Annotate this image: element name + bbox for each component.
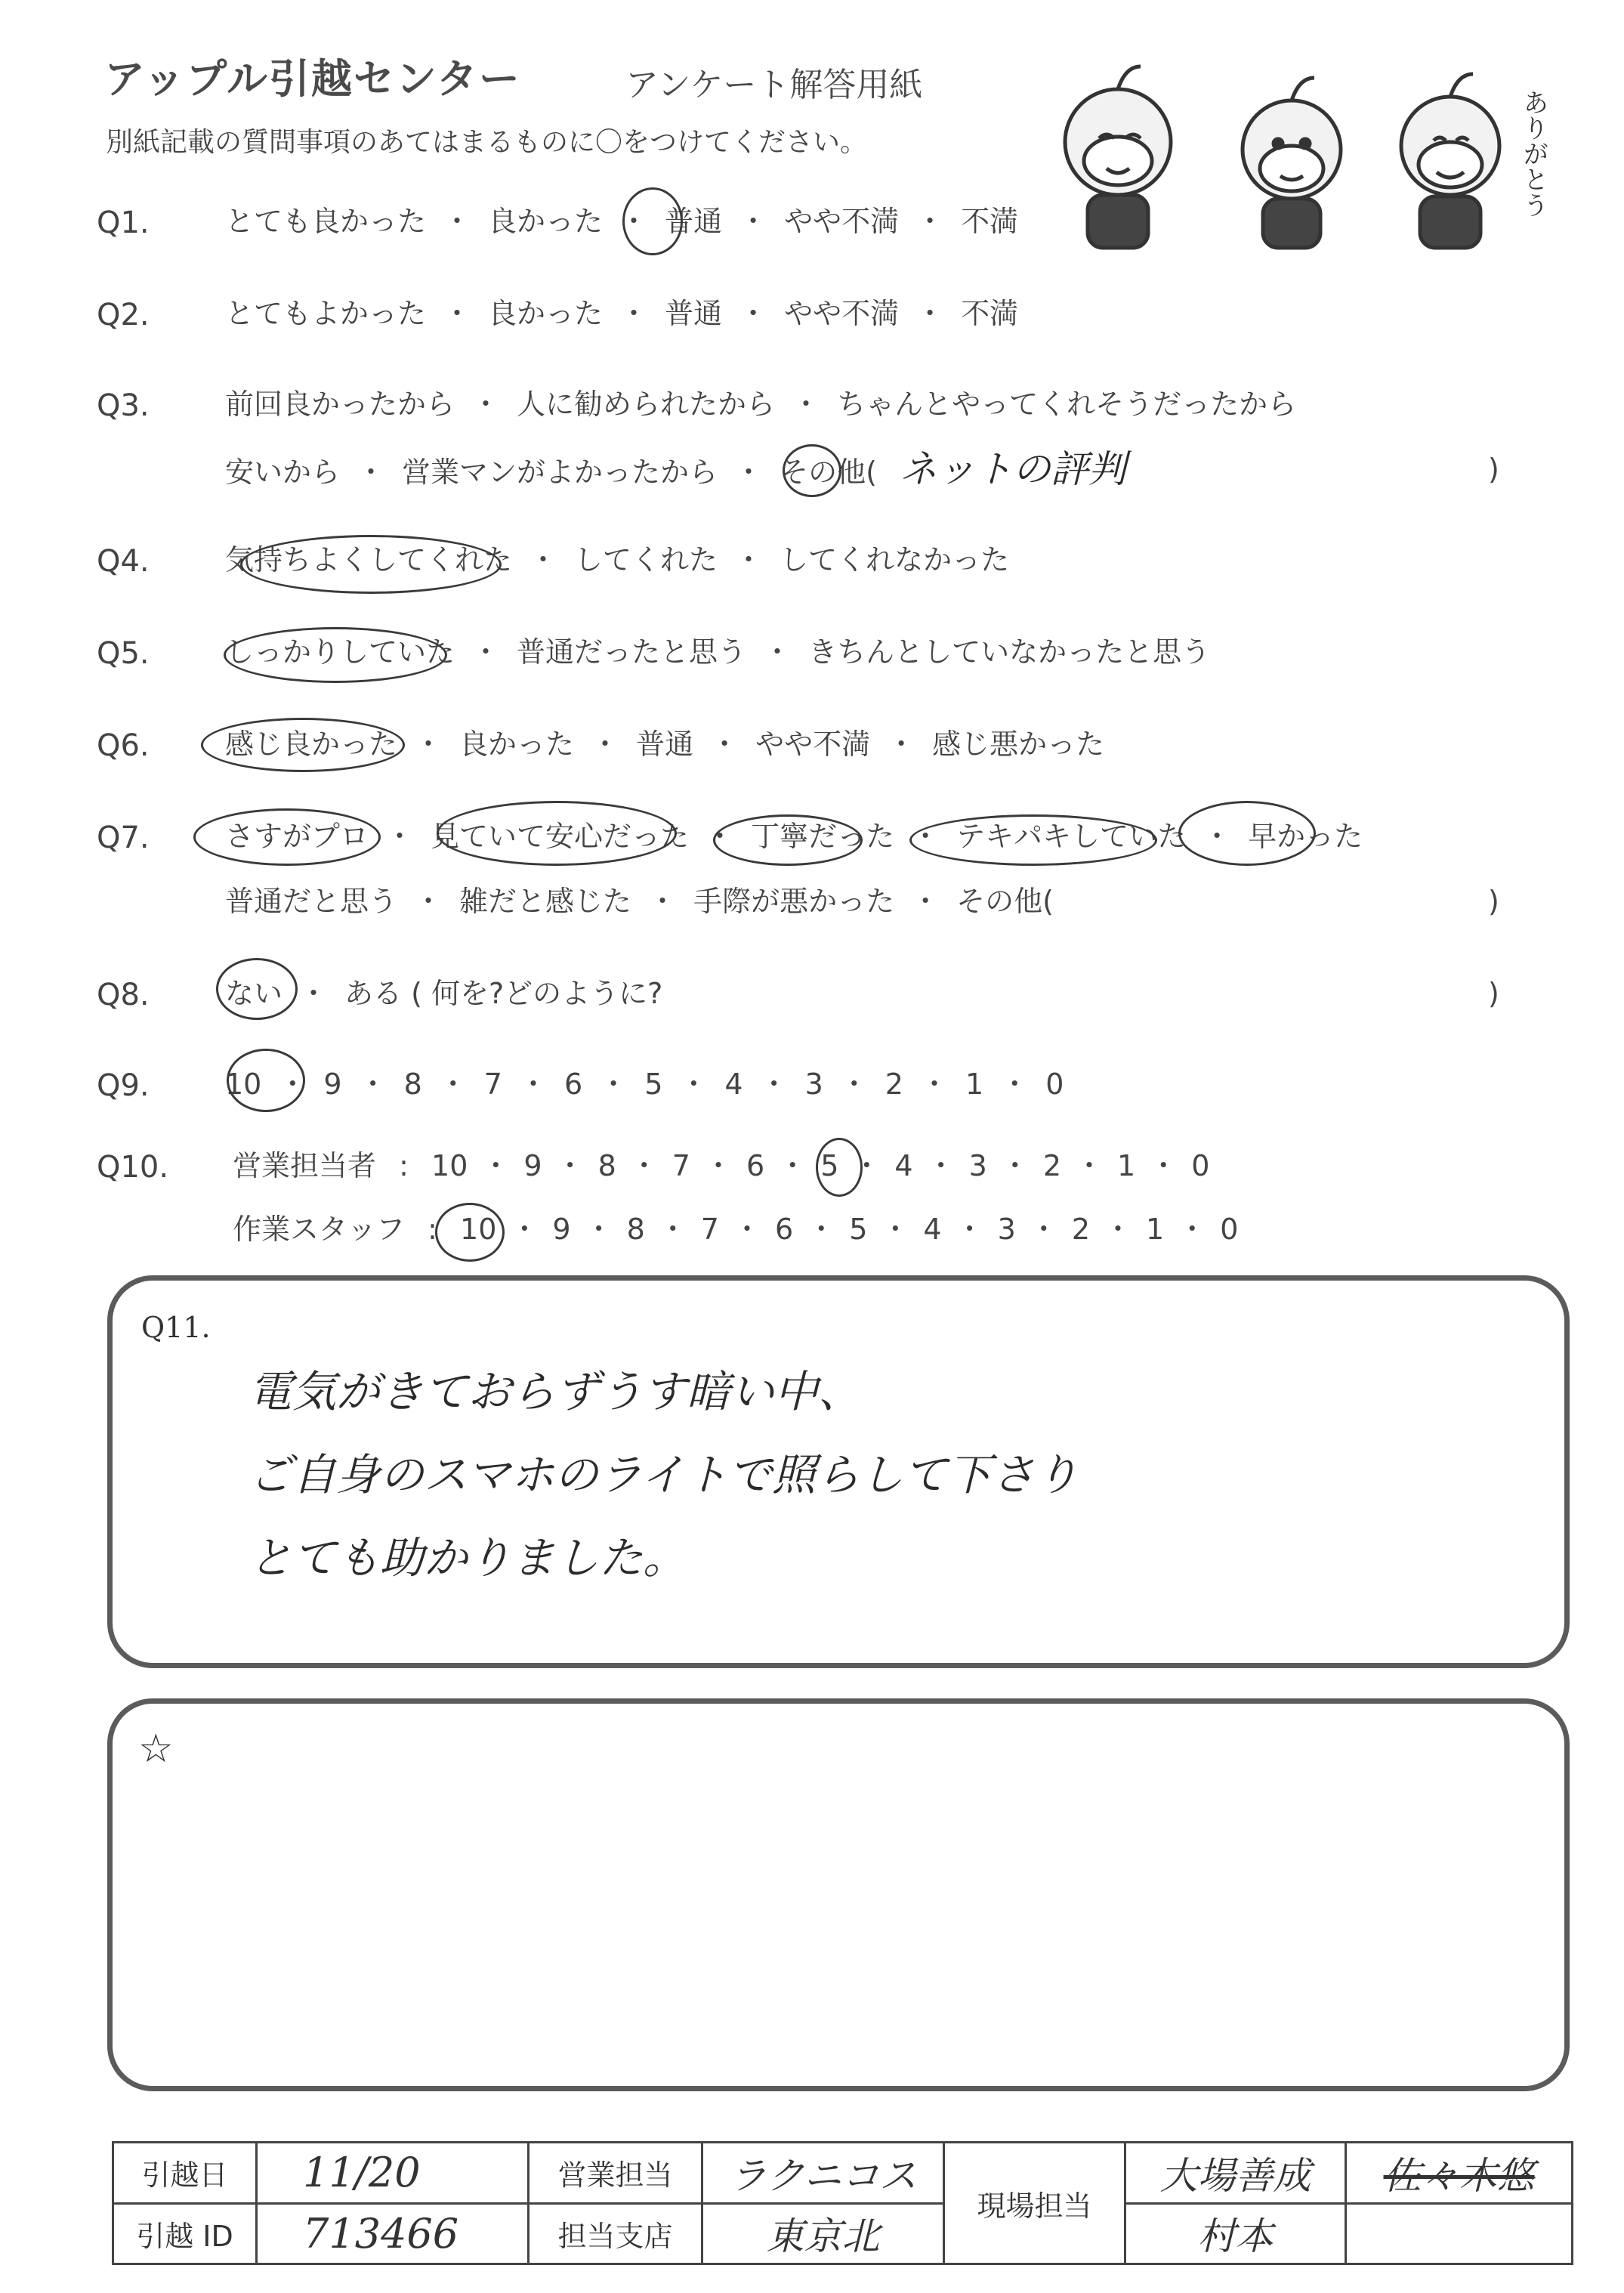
answer-option[interactable]: テキパキしていた [956,820,1187,853]
question-number: Q9. [97,1068,150,1103]
selection-circle-q7-a [193,808,381,866]
q10-sales-label: 営業担当者 [233,1149,377,1182]
answer-option[interactable]: 感じ悪かった [932,728,1105,761]
site-label: 現場担当 [944,2143,1125,2264]
q11-comment [249,1350,1079,1599]
q10-staff-colon: : [428,1213,437,1246]
selection-circle-q7-b [437,801,677,866]
option-separator: ・ [299,977,329,1010]
answer-option[interactable]: きちんとしていなかったと思う [808,635,1211,669]
option-separator: ・ [529,543,558,576]
option-separator: ・ [1000,1068,1030,1101]
selection-circle-q10-staff [435,1203,505,1262]
option-separator: ・ [792,388,821,421]
site-staff-2: 佐々木悠 [1346,2143,1573,2204]
answer-option[interactable]: 早かった [1248,820,1363,853]
answer-option[interactable]: 3 [804,1068,823,1101]
option-separator: ・ [658,1213,687,1246]
answer-option[interactable]: やや不満 [784,205,900,238]
rating-option[interactable]: 1 [1117,1149,1136,1182]
question-number: Q1. [97,206,150,240]
option-separator: ・ [584,1213,613,1246]
option-separator: ・ [915,297,945,330]
close-paren: ) [1488,453,1499,486]
answer-option[interactable]: とても良かった [225,205,427,238]
option-separator: ・ [629,1149,659,1182]
question-options-row [225,884,1054,919]
question-number: Q4. [97,544,150,579]
option-separator: ・ [438,1068,468,1101]
option-separator: ・ [510,1213,539,1246]
answer-option[interactable]: 2 [885,1068,903,1101]
rating-option[interactable]: 8 [626,1213,645,1246]
option-separator: ・ [443,297,472,330]
answer-option[interactable]: 5 [644,1068,663,1101]
option-separator: ・ [1203,820,1232,853]
option-separator: ・ [619,297,649,330]
answer-option[interactable]: 不満 [961,297,1019,330]
rating-option[interactable]: 5 [820,1149,839,1182]
q11-comment-line: ご自身のスマホのライトで照らして下さり [249,1449,1079,1500]
branch-name-value: 東京北 [702,2203,944,2264]
rating-option[interactable]: 1 [1146,1213,1165,1246]
question-options-row [225,447,1126,491]
close-paren: ) [1488,977,1499,1010]
q11-comment-box [107,1275,1570,1668]
option-separator: ・ [357,456,386,489]
rating-option[interactable]: 3 [968,1149,987,1182]
star-icon: ☆ [138,1726,174,1772]
selection-circle-q7-c [713,814,863,866]
rating-option[interactable]: 8 [597,1149,616,1182]
option-separator: ・ [1000,1149,1030,1182]
answer-option[interactable]: してくれなかった [780,543,1010,576]
answer-option[interactable]: その他( [780,456,877,489]
answer-option[interactable]: 0 [1045,1068,1064,1101]
answer-option[interactable]: やや不満 [784,297,900,330]
answer-option[interactable]: やや不満 [755,728,871,761]
selection-circle-q7-d [909,814,1157,866]
answer-option[interactable]: 人に勧められたから [517,388,776,421]
rating-option[interactable]: 6 [746,1149,765,1182]
selection-circle-q6 [201,718,405,772]
rating-option[interactable]: 10 [431,1149,468,1182]
form-title: アンケート解答用紙 [625,66,923,104]
question-options-row [225,296,1018,331]
option-separator: ・ [778,1149,807,1182]
rating-option[interactable]: 3 [997,1213,1016,1246]
option-separator: ・ [481,1149,511,1182]
option-separator: ・ [705,820,735,853]
q10-staff-label: 作業スタッフ [233,1213,406,1246]
answer-option[interactable]: ある ( 何を?どのように? [344,977,663,1010]
rating-option[interactable]: 7 [672,1149,690,1182]
question-options-row [225,387,1296,422]
answer-option[interactable]: 10 [225,1068,262,1101]
option-separator: ・ [414,728,443,761]
selection-circle-q9 [227,1049,305,1112]
option-separator: ・ [807,1213,836,1246]
q10-number: Q10. [97,1150,169,1185]
rating-option[interactable]: 9 [523,1149,542,1182]
branch-label: 担当支店 [529,2203,702,2264]
option-separator: ・ [734,543,764,576]
option-separator: ・ [555,1149,585,1182]
option-separator: ・ [1149,1149,1178,1182]
site-staff-3: 村本 [1125,2203,1346,2264]
rating-option[interactable]: 4 [894,1149,913,1182]
rating-option[interactable]: 0 [1220,1213,1239,1246]
option-separator: ・ [703,1149,733,1182]
option-separator: ・ [710,728,739,761]
answer-option[interactable]: 雑だと感じた [459,885,632,918]
question-number: Q7. [97,820,150,855]
answer-option[interactable]: 丁寧だった [751,820,895,853]
answer-option[interactable]: 7 [483,1068,502,1101]
rating-option[interactable]: 0 [1191,1149,1210,1182]
site-staff-1: 大場善成 [1125,2143,1346,2204]
rating-option[interactable]: 5 [849,1213,868,1246]
answer-option[interactable]: ちゃんとやってくれそうだったから [837,388,1297,421]
option-separator: ・ [599,1068,628,1101]
answer-option[interactable]: 普通だったと思う [517,635,747,669]
option-separator: ・ [881,1213,910,1246]
answer-option[interactable]: さすがプロ [225,820,369,853]
option-separator: ・ [852,1149,881,1182]
selection-circle-q7-e [1178,801,1316,866]
selection-circle-q10-sales [816,1138,863,1197]
move-id-label: 引越 ID [113,2203,257,2264]
answer-option[interactable]: 不満 [961,205,1019,238]
rating-option[interactable]: 10 [460,1213,497,1246]
answer-option[interactable]: 安いから [225,456,341,489]
answer-option[interactable]: 普通 [636,728,694,761]
answer-option[interactable]: 良かった [488,205,604,238]
option-separator: ・ [739,297,768,330]
option-separator: ・ [732,1213,761,1246]
q10-sales-row [233,1148,1209,1183]
star-comment-box [107,1698,1570,2091]
question-options-row [225,1067,1064,1102]
question-number: Q2. [97,298,150,332]
answer-option[interactable]: 普通だと思う [225,885,398,918]
option-separator: ・ [1075,1149,1104,1182]
answer-option[interactable]: 普通 [665,205,723,238]
instruction-text: 別紙記載の質問事項のあてはまるものに〇をつけてください。 [106,127,868,158]
question-number: Q3. [97,388,150,423]
answer-option[interactable]: してくれた [574,543,718,576]
option-separator: ・ [1104,1213,1133,1246]
option-separator: ・ [734,456,764,489]
answer-option[interactable]: 8 [403,1068,422,1101]
option-separator: ・ [739,205,768,238]
q11-comment-line: 電気がきておらずうす暗い中、 [249,1366,863,1417]
rating-option[interactable]: 7 [700,1213,719,1246]
answer-option[interactable]: 見ていて安心だった [431,820,690,853]
option-separator: ・ [358,1068,387,1101]
site-staff-empty-cell [1346,2203,1573,2264]
sales-name-value: ラクニコス [702,2143,944,2204]
move-date-value: 11/20 [257,2143,529,2204]
answer-option[interactable]: ない [225,977,283,1010]
company-name: アップル引越センター [104,55,521,103]
answer-option[interactable]: その他( [956,885,1054,918]
mascot-caption: ありがとう [1518,89,1548,218]
q10-sales-colon: : [399,1149,409,1182]
option-separator: ・ [443,205,472,238]
option-separator: ・ [887,728,916,761]
q11-label: Q11. [141,1311,211,1344]
answer-option[interactable]: 9 [323,1068,342,1101]
answer-option[interactable]: 良かった [488,297,604,330]
selection-circle-q5 [224,627,447,683]
option-separator: ・ [1029,1213,1058,1246]
answer-option[interactable]: 4 [724,1068,743,1101]
selection-circle-q4 [240,535,502,594]
move-id-value: 713466 [257,2203,529,2264]
option-separator: ・ [591,728,620,761]
option-separator: ・ [955,1213,984,1246]
option-separator: ・ [926,1149,956,1182]
option-separator: ・ [518,1068,548,1101]
q3-other-answer: ネットの評判 [899,447,1126,491]
move-date-label: 引越日 [113,2143,257,2204]
answer-option[interactable]: 良かった [459,728,575,761]
close-paren: ) [1488,885,1499,918]
option-separator: ・ [679,1068,709,1101]
rating-option[interactable]: 9 [552,1213,571,1246]
mascot-monkeys-illustration [1042,59,1556,255]
answer-option[interactable]: 営業マンがよかったから [402,456,718,489]
option-separator: ・ [911,885,940,918]
answer-option[interactable]: 6 [563,1068,583,1101]
option-separator: ・ [911,820,940,853]
rating-option[interactable]: 2 [1042,1149,1061,1182]
answer-option[interactable]: 普通 [665,297,723,330]
answer-option[interactable]: しっかりしていた [225,635,455,669]
option-separator: ・ [471,388,501,421]
sales-label: 営業担当 [529,2143,702,2204]
selection-circle-q1 [622,187,683,255]
rating-option[interactable]: 2 [1071,1213,1090,1246]
selection-circle-q3 [783,444,841,497]
q10-staff-row [233,1212,1238,1247]
answer-option[interactable]: 前回良かったから [225,388,455,421]
option-separator: ・ [619,205,649,238]
question-number: Q5. [97,636,150,671]
option-separator: ・ [385,820,415,853]
option-separator: ・ [759,1068,789,1101]
answer-option[interactable]: とてもよかった [225,297,427,330]
rating-option[interactable]: 6 [775,1213,794,1246]
question-number: Q8. [97,978,150,1012]
option-separator: ・ [839,1068,869,1101]
option-separator: ・ [648,885,678,918]
option-separator: ・ [763,635,792,669]
rating-option[interactable]: 4 [923,1213,942,1246]
answer-option[interactable]: 気持ちよくしてくれた [225,543,513,576]
question-number: Q6. [97,728,150,763]
option-separator: ・ [919,1068,949,1101]
footer-info-table [112,2141,1573,2265]
q11-comment-line: とても助かりました。 [249,1532,687,1584]
option-separator: ・ [1178,1213,1207,1246]
answer-option[interactable]: 1 [965,1068,984,1101]
selection-circle-q8 [216,958,298,1020]
option-separator: ・ [278,1068,307,1101]
option-separator: ・ [414,885,443,918]
answer-option[interactable]: 感じ良かった [225,728,398,761]
answer-option[interactable]: 手際が悪かった [693,885,895,918]
option-separator: ・ [915,205,945,238]
option-separator: ・ [471,635,501,669]
q10-staff-scale [460,1213,1238,1246]
